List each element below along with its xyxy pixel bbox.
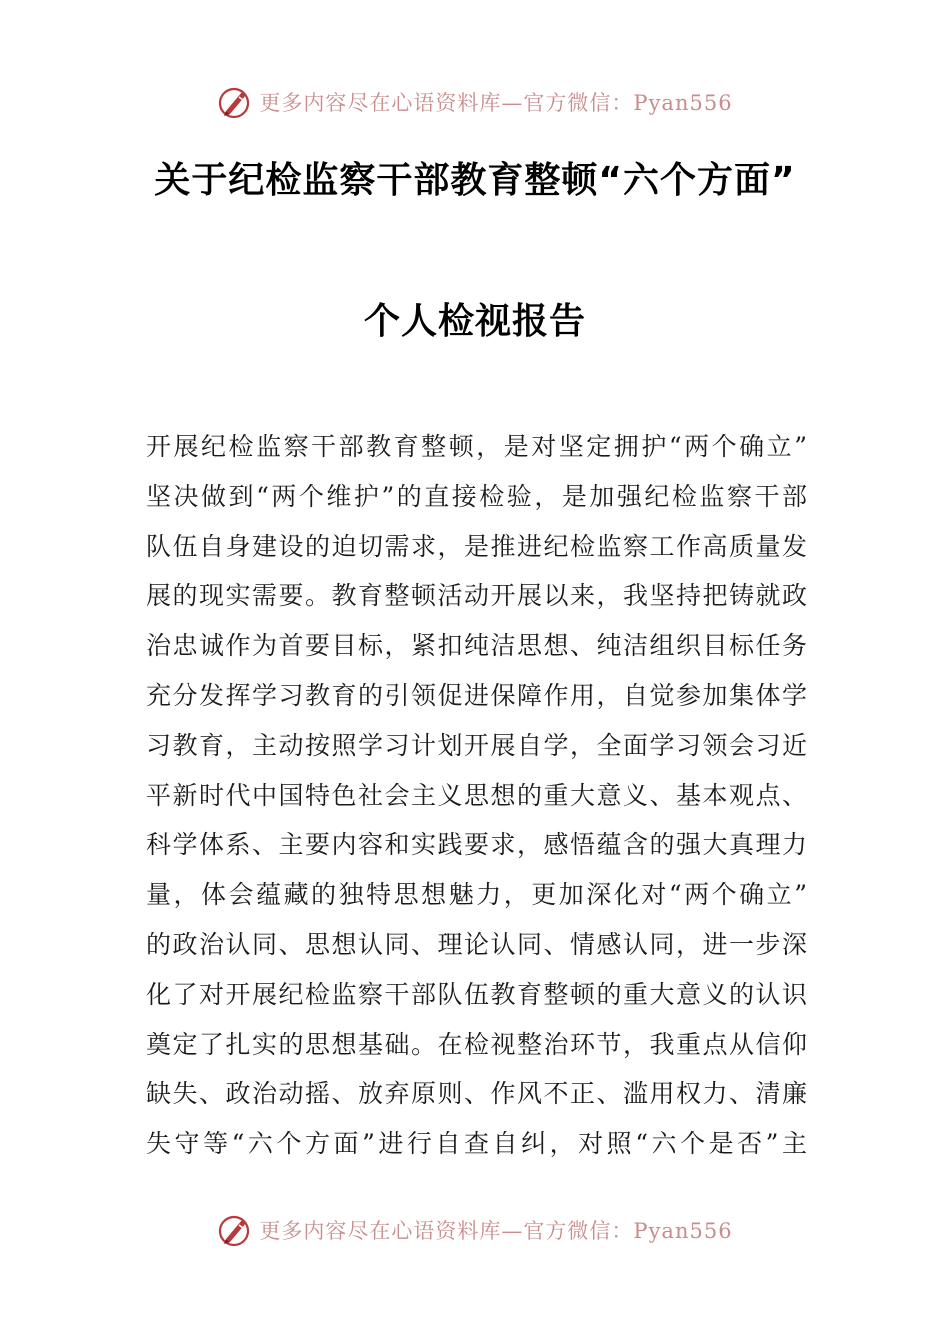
body-line: 科学体系、主要内容和实践要求，感悟蕴含的强大真理力	[146, 830, 808, 860]
body-line: 治忠诚作为首要目标，紧扣纯洁思想、纯洁组织目标任务	[146, 631, 808, 661]
body-line: 充分发挥学习教育的引领促进保障作用，自觉参加集体学	[146, 680, 808, 710]
body-line: 坚决做到“两个维护”的直接检验，是加强纪检监察干部	[146, 481, 808, 511]
body-line: 展的现实需要。教育整顿活动开展以来，我坚持把铸就政	[146, 581, 808, 611]
document-body	[146, 422, 808, 1169]
body-line: 量，体会蕴藏的独特思想魅力，更加深化对“两个确立”	[146, 880, 808, 910]
footer-watermark-text: 更多内容尽在心语资料库—官方微信：Pyan556	[259, 1219, 733, 1243]
body-line: 开展纪检监察干部教育整顿，是对坚定拥护“两个确立”	[146, 432, 808, 461]
body-line: 化了对开展纪检监察干部队伍教育整顿的重大意义的认识	[146, 979, 808, 1009]
document-title-line-2: 个人检视报告	[363, 301, 586, 342]
header-watermark-text: 更多内容尽在心语资料库—官方微信：Pyan556	[259, 91, 733, 115]
footer-watermark-banner	[0, 1208, 950, 1252]
body-line: 习教育，主动按照学习计划开展自学，全面学习领会习近	[146, 730, 808, 760]
header-watermark-banner	[0, 80, 950, 124]
body-line: 失守等“六个方面”进行自查自纠，对照“六个是否”主	[146, 1129, 808, 1159]
body-line: 缺失、政治动摇、放弃原则、作风不正、滥用权力、清廉	[146, 1079, 808, 1109]
body-line: 平新时代中国特色社会主义思想的重大意义、基本观点、	[146, 780, 808, 810]
pen-logo-icon	[217, 84, 253, 120]
pen-logo-icon	[217, 1212, 253, 1248]
body-line: 的政治认同、思想认同、理论认同、情感认同，进一步深	[146, 929, 808, 959]
document-title-line-1: 关于纪检监察干部教育整顿“六个方面”	[154, 160, 796, 201]
body-line: 队伍自身建设的迫切需求，是推进纪检监察工作高质量发	[146, 531, 808, 561]
body-line: 奠定了扎实的思想基础。在检视整治环节，我重点从信仰	[146, 1029, 808, 1059]
